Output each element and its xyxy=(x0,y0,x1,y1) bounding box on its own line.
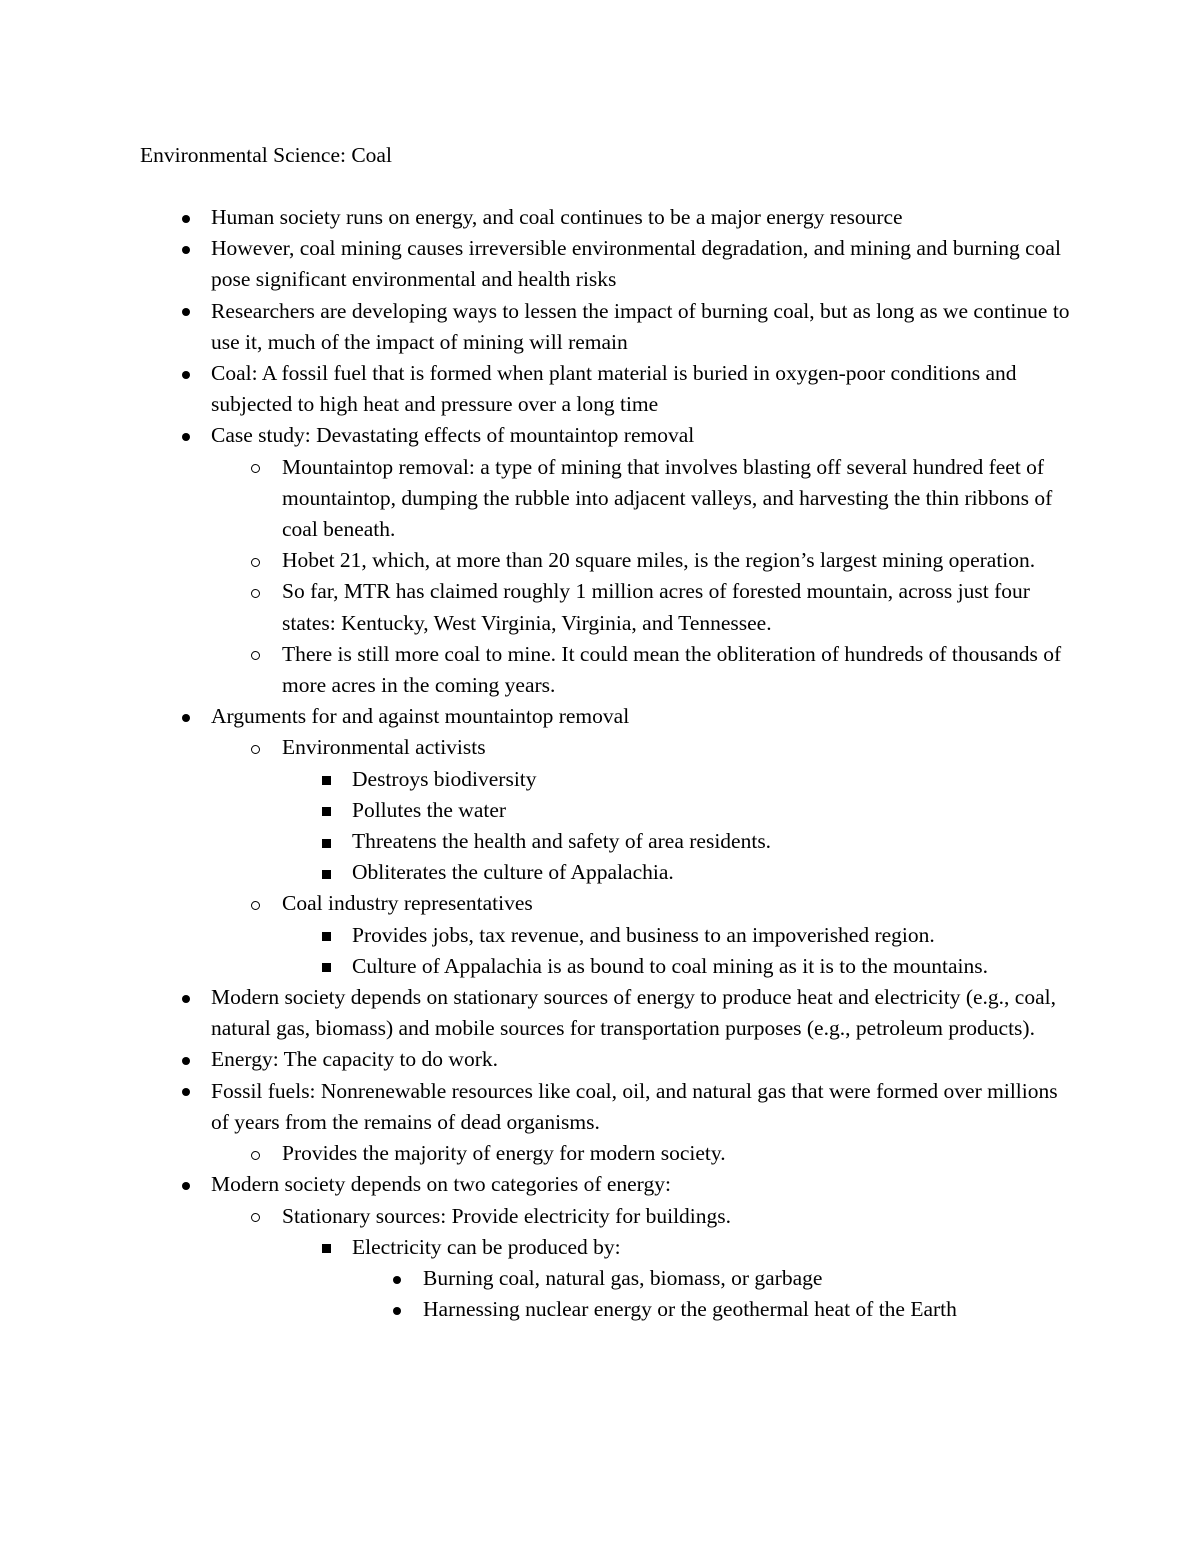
filled-circle-bullet-icon xyxy=(393,1276,401,1284)
list-item-text: Fossil fuels: Nonrenewable resources like coal, oil, and natural gas that were formed over millions of years from the remains of dead organisms. xyxy=(211,1078,1058,1134)
list-item-text: Coal industry representatives xyxy=(282,891,533,916)
list-item xyxy=(140,452,1070,546)
filled-square-bullet-icon xyxy=(322,870,331,879)
page-title: Environmental Science: Coal xyxy=(140,143,392,167)
filled-square-bullet-icon xyxy=(322,839,331,848)
list-item-text: Electricity can be produced by: xyxy=(352,1234,621,1259)
list-item xyxy=(140,795,1070,826)
list-item xyxy=(140,857,1070,888)
filled-circle-bullet-icon xyxy=(182,246,190,254)
filled-square-bullet-icon xyxy=(322,932,331,941)
filled-circle-bullet-icon xyxy=(182,1088,190,1096)
list-item-text: So far, MTR has claimed roughly 1 million acres of forested mountain, across just four states: Kentucky, West Virginia, Virginia, and Tennessee. xyxy=(282,579,1030,635)
list-item-text: Environmental activists xyxy=(282,735,486,760)
list-item xyxy=(140,951,1070,982)
filled-circle-bullet-icon xyxy=(182,308,190,316)
filled-circle-bullet-icon xyxy=(182,215,190,223)
list-item-text: Obliterates the culture of Appalachia. xyxy=(352,860,674,885)
list-item xyxy=(140,920,1070,951)
list-item xyxy=(140,1169,1070,1200)
filled-square-bullet-icon xyxy=(322,776,331,785)
hollow-circle-bullet-icon xyxy=(251,1151,260,1160)
list-item xyxy=(140,545,1070,576)
hollow-circle-bullet-icon xyxy=(251,589,260,598)
list-item xyxy=(140,639,1070,701)
list-item-text: Harnessing nuclear energy or the geothermal heat of the Earth xyxy=(423,1297,957,1322)
list-item-text: Burning coal, natural gas, biomass, or garbage xyxy=(423,1265,823,1290)
list-item xyxy=(140,576,1070,638)
list-item-text: However, coal mining causes irreversible environmental degradation, and mining and burning coal pose significant environmental and health risks xyxy=(211,236,1061,292)
list-item-text: Provides the majority of energy for modern society. xyxy=(282,1141,726,1166)
list-item-text: Coal: A fossil fuel that is formed when plant material is buried in oxygen-poor conditions and subjected to high heat and pressure over a long time xyxy=(211,361,1017,417)
list-item-text: Modern society depends on stationary sources of energy to produce heat and electricity (e.g., coal, natural gas, biomass) and mobile sources for transportation purposes (e.g., petroleum products). xyxy=(211,985,1056,1041)
list-item-text: Arguments for and against mountaintop removal xyxy=(211,704,630,729)
filled-circle-bullet-icon xyxy=(182,995,190,1003)
list-item xyxy=(140,233,1070,295)
list-item-text: Mountaintop removal: a type of mining that involves blasting off several hundred feet of mountaintop, dumping the rubble into adjacent valleys, and harvesting the thin ribbons of coal beneath. xyxy=(282,454,1053,542)
list-item-text: Modern society depends on two categories of energy: xyxy=(211,1172,671,1197)
list-item-text: Stationary sources: Provide electricity for buildings. xyxy=(282,1203,732,1228)
list-item-text: Provides jobs, tax revenue, and business to an impoverished region. xyxy=(352,922,935,947)
list-item xyxy=(140,1044,1070,1075)
list-item xyxy=(140,1263,1070,1294)
list-item xyxy=(140,1076,1070,1138)
hollow-circle-bullet-icon xyxy=(251,901,260,910)
list-item xyxy=(140,1294,1070,1325)
list-item-text: Human society runs on energy, and coal continues to be a major energy resource xyxy=(211,205,903,229)
list-item xyxy=(140,826,1070,857)
list-item xyxy=(140,1201,1070,1232)
list-item-text: Culture of Appalachia is as bound to coal mining as it is to the mountains. xyxy=(352,953,988,978)
filled-circle-bullet-icon xyxy=(182,1182,190,1190)
hollow-circle-bullet-icon xyxy=(251,1213,260,1222)
list-item xyxy=(140,732,1070,763)
list-item-text: Destroys biodiversity xyxy=(352,766,537,791)
filled-circle-bullet-icon xyxy=(393,1307,401,1315)
list-item-text: Hobet 21, which, at more than 20 square miles, is the region’s largest mining operation. xyxy=(282,548,1036,573)
filled-circle-bullet-icon xyxy=(182,433,190,441)
filled-circle-bullet-icon xyxy=(182,1057,190,1065)
list-item xyxy=(140,764,1070,795)
filled-square-bullet-icon xyxy=(322,963,331,972)
list-item xyxy=(140,296,1070,358)
list-item-text: Threatens the health and safety of area residents. xyxy=(352,829,772,854)
filled-circle-bullet-icon xyxy=(182,714,190,722)
hollow-circle-bullet-icon xyxy=(251,464,260,473)
filled-square-bullet-icon xyxy=(322,807,331,816)
notes-list xyxy=(140,202,1070,1325)
list-item xyxy=(140,358,1070,420)
list-item-text: Researchers are developing ways to lessen the impact of burning coal, but as long as we continue to use it, much of the impact of mining will remain xyxy=(211,298,1070,354)
filled-circle-bullet-icon xyxy=(182,371,190,379)
list-item-text: Case study: Devastating effects of mountaintop removal xyxy=(211,423,695,448)
list-item xyxy=(140,202,1070,233)
list-item xyxy=(140,701,1070,732)
filled-square-bullet-icon xyxy=(322,1244,331,1253)
hollow-circle-bullet-icon xyxy=(251,745,260,754)
list-item xyxy=(140,982,1070,1044)
list-item-text: There is still more coal to mine. It could mean the obliteration of hundreds of thousands of more acres in the coming years. xyxy=(282,641,1062,698)
hollow-circle-bullet-icon xyxy=(251,651,260,660)
list-item xyxy=(140,888,1070,919)
list-item xyxy=(140,1232,1070,1263)
hollow-circle-bullet-icon xyxy=(251,558,260,567)
list-item-text: Energy: The capacity to do work. xyxy=(211,1047,498,1072)
list-item-text: Pollutes the water xyxy=(352,797,507,822)
list-item xyxy=(140,1138,1070,1169)
list-item xyxy=(140,420,1070,451)
